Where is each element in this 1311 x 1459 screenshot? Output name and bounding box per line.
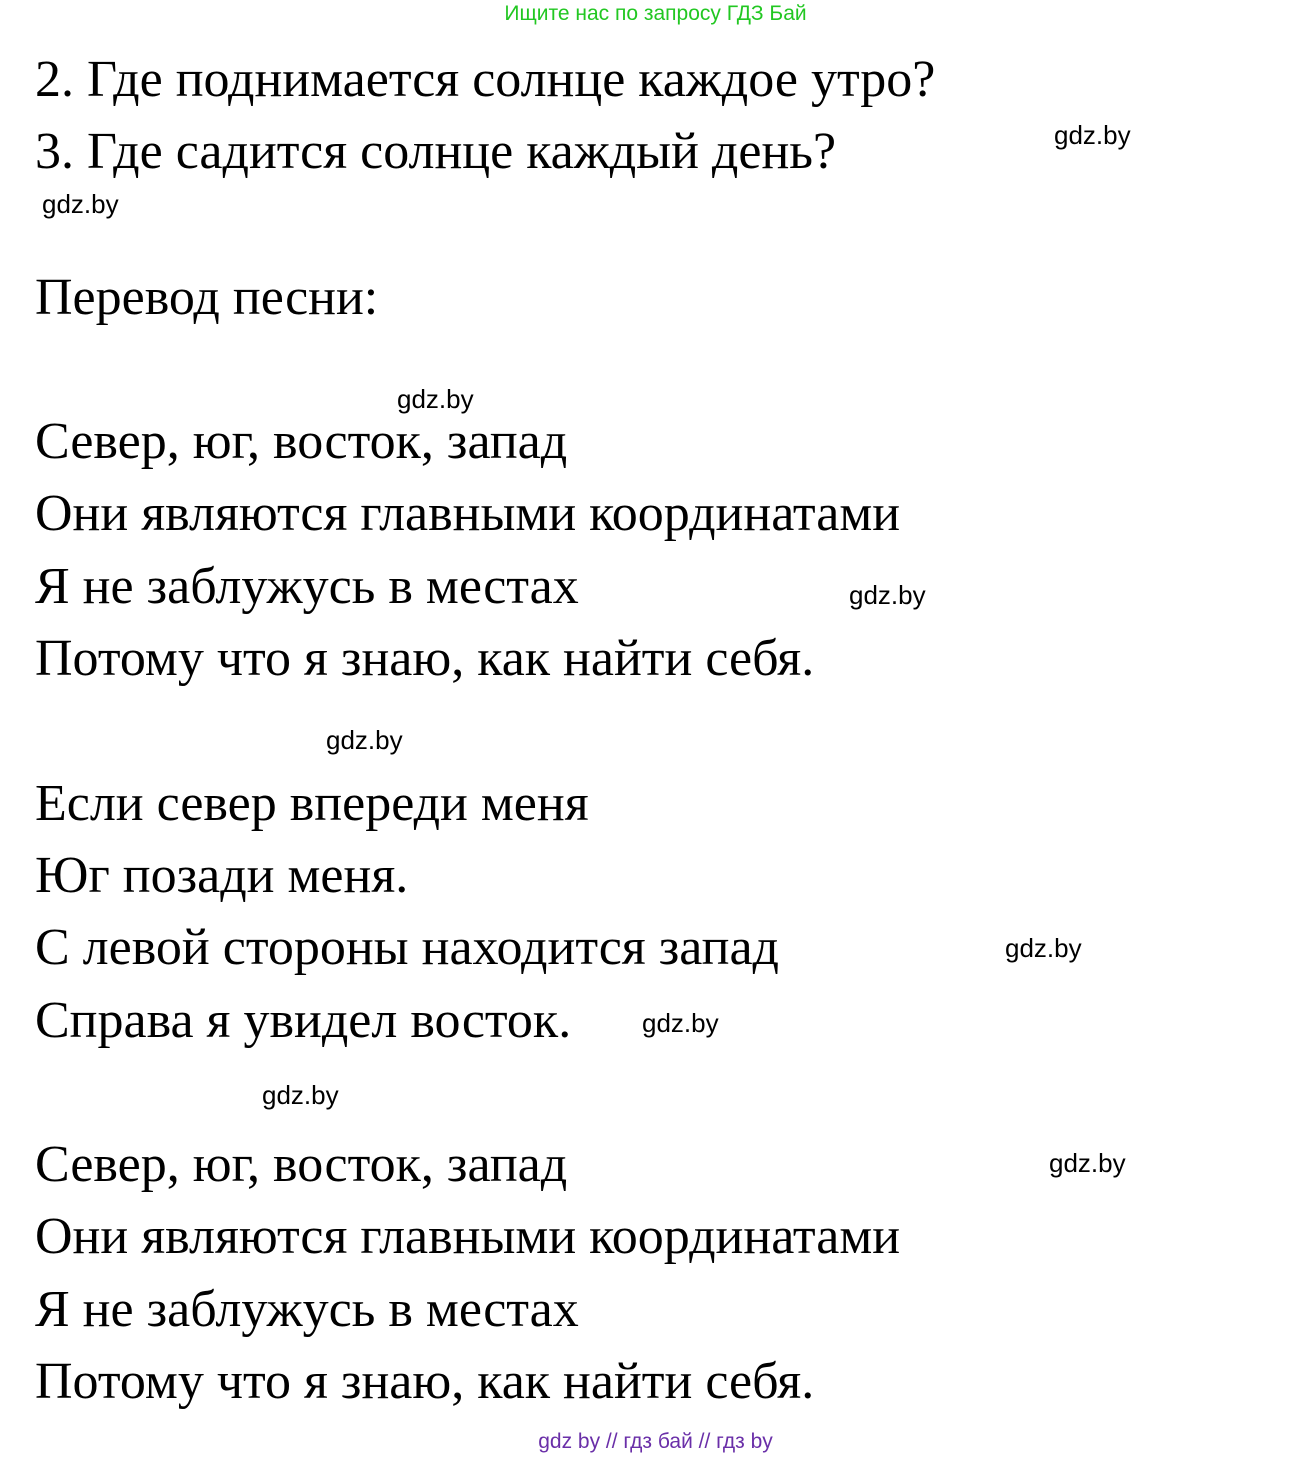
watermark: gdz.by <box>1049 1148 1126 1178</box>
stanza-2-line-3: С левой стороны находится запад <box>35 919 779 976</box>
watermark: gdz.by <box>849 580 926 610</box>
watermark: gdz.by <box>1005 933 1082 963</box>
watermark: gdz.by <box>642 1008 719 1038</box>
stanza-1-line-4: Потому что я знаю, как найти себя. <box>35 630 815 687</box>
watermark: gdz.by <box>262 1080 339 1110</box>
watermark: gdz.by <box>1054 120 1131 150</box>
question-2: 2. Где поднимается солнце каждое утро? <box>35 51 936 108</box>
question-3: 3. Где садится солнце каждый день? <box>35 123 837 180</box>
watermark: gdz.by <box>326 725 403 755</box>
watermark: gdz.by <box>397 384 474 414</box>
stanza-2-line-1: Если север впереди меня <box>35 775 589 832</box>
stanza-3-line-2: Они являются главными координатами <box>35 1208 901 1265</box>
footer-links: gdz by // гдз бай // гдз by <box>538 1430 773 1453</box>
stanza-3-line-1: Север, юг, восток, запад <box>35 1136 568 1193</box>
watermark: gdz.by <box>42 189 119 219</box>
stanza-1-line-3: Я не заблужусь в местах <box>35 558 579 615</box>
stanza-3-line-3: Я не заблужусь в местах <box>35 1281 579 1338</box>
stanza-1-line-1: Север, юг, восток, запад <box>35 413 568 470</box>
stanza-2-line-2: Юг позади меня. <box>35 847 409 904</box>
stanza-3-line-4: Потому что я знаю, как найти себя. <box>35 1353 815 1410</box>
section-heading: Перевод песни: <box>35 269 379 326</box>
stanza-1-line-2: Они являются главными координатами <box>35 485 901 542</box>
header-banner: Ищите нас по запросу ГДЗ Бай <box>504 2 807 25</box>
stanza-2-line-4: Справа я увидел восток. <box>35 992 572 1049</box>
